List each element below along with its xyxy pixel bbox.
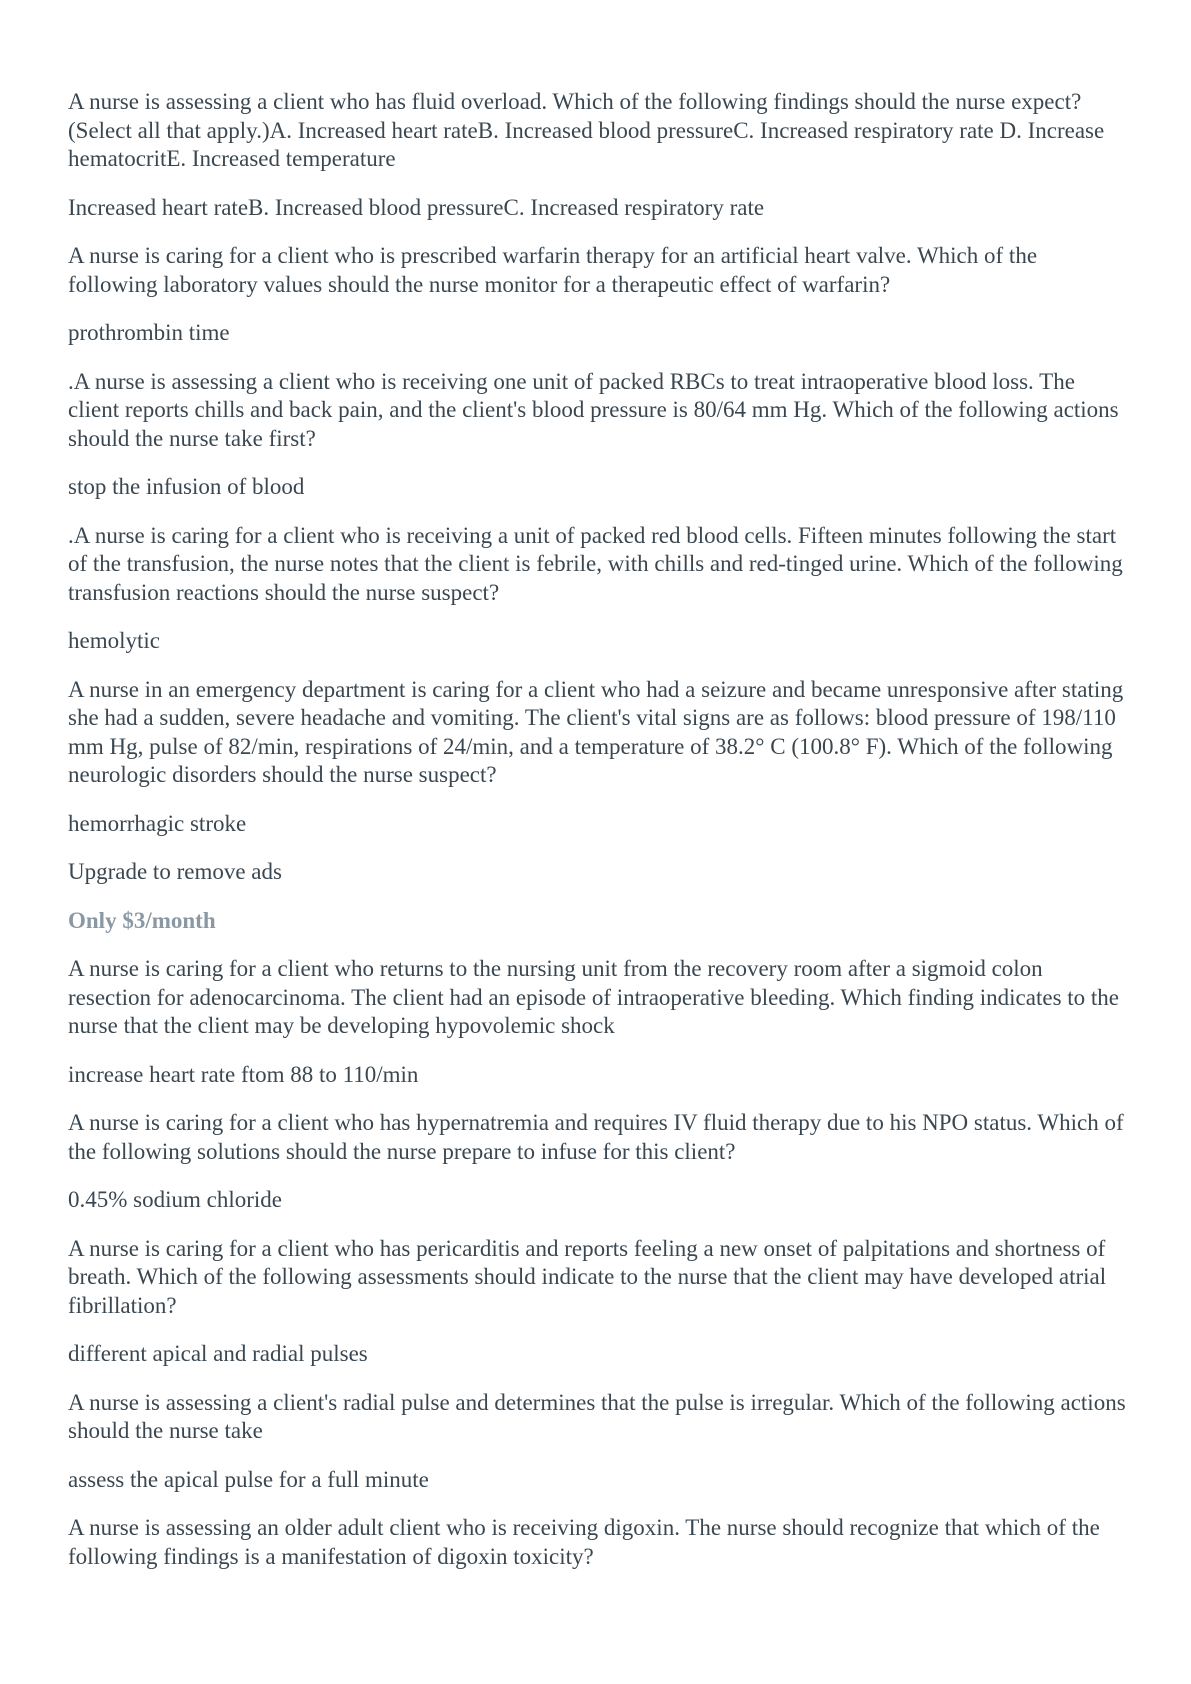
answer-text: increase heart rate ftom 88 to 110/min [68,1061,419,1087]
question-text: .A nurse is assessing a client who is receiving one unit of packed RBCs to treat intraoperative blood loss. The client reports chills and back pain, and the client's blood pressure is 80/64 mm Hg. Which of the following actions should the nurse take first? [68,368,1119,451]
answer-text: Increased heart rateB. Increased blood pressureC. Increased respiratory rate [68,194,765,220]
answer-text: hemolytic [68,628,160,653]
answer-text: 0.45% sodium chloride [68,1187,282,1212]
question-text: A nurse is caring for a client who returns to the nursing unit from the recovery room after a sigmoid colon resection for adenocarcinoma. The client had an episode of intraoperative bleeding. Which finding indicates to the nurse that the client may be developing hypovolemic shock [68,956,1120,1038]
answer-text: prothrombin time [68,320,230,345]
question-text: A nurse is assessing a client's radial pulse and determines that the pulse is irregular. Which of the following actions should the nurse take [68,1389,1126,1443]
upgrade-ad-text: Upgrade to remove ads [68,859,282,884]
answer-text: assess the apical pulse for a full minute [68,1466,429,1492]
answer-text: hemorrhagic stroke [68,810,247,836]
question-text: A nurse is assessing a client who has fluid overload. Which of the following findings should the nurse expect? (Select all that apply.)A. Increased heart rateB. Increased blood pressureC. Increased respiratory rate D. Increase hematocritE. Increased temperature [68,89,1105,171]
question-text: A nurse in an emergency department is caring for a client who had a seizure and became unresponsive after stating she had a sudden, severe headache and vomiting. The client's vital signs are as follows: blood pressure of 198/110 mm Hg, pulse of 82/min, respirations of 24/min, and a temperature of 38.2° C (100.8° F). Which of the following neurologic disorders should the nurse suspect? [68,676,1124,787]
question-text: A nurse is caring for a client who has pericarditis and reports feeling a new onset of palpitations and shortness of breath. Which of the following assessments should indicate to the nurse that the client may have developed atrial fibrillation? [68,1235,1107,1318]
answer-text: different apical and radial pulses [68,1341,368,1366]
question-text: .A nurse is caring for a client who is receiving a unit of packed red blood cells. Fifteen minutes following the start of the transfusion, the nurse notes that the client is febrile, with chills and red-tinged urine. Which of the following transfusion reactions should the nurse suspect? [68,522,1123,605]
promo-price-text: Only $3/month [68,907,216,933]
answer-text: stop the infusion of blood [68,474,305,499]
question-text: A nurse is caring for a client who is prescribed warfarin therapy for an artificial heart valve. Which of the following laboratory values should the nurse monitor for a therapeutic effect of warfarin? [68,243,1038,297]
document-body [68,88,1128,1591]
question-text: A nurse is caring for a client who has hypernatremia and requires IV fluid therapy due to his NPO status. Which of the following solutions should the nurse prepare to infuse for this client? [68,1110,1124,1164]
question-text: A nurse is assessing an older adult client who is receiving digoxin. The nurse should recognize that which of the following findings is a manifestation of digoxin toxicity? [68,1515,1100,1569]
